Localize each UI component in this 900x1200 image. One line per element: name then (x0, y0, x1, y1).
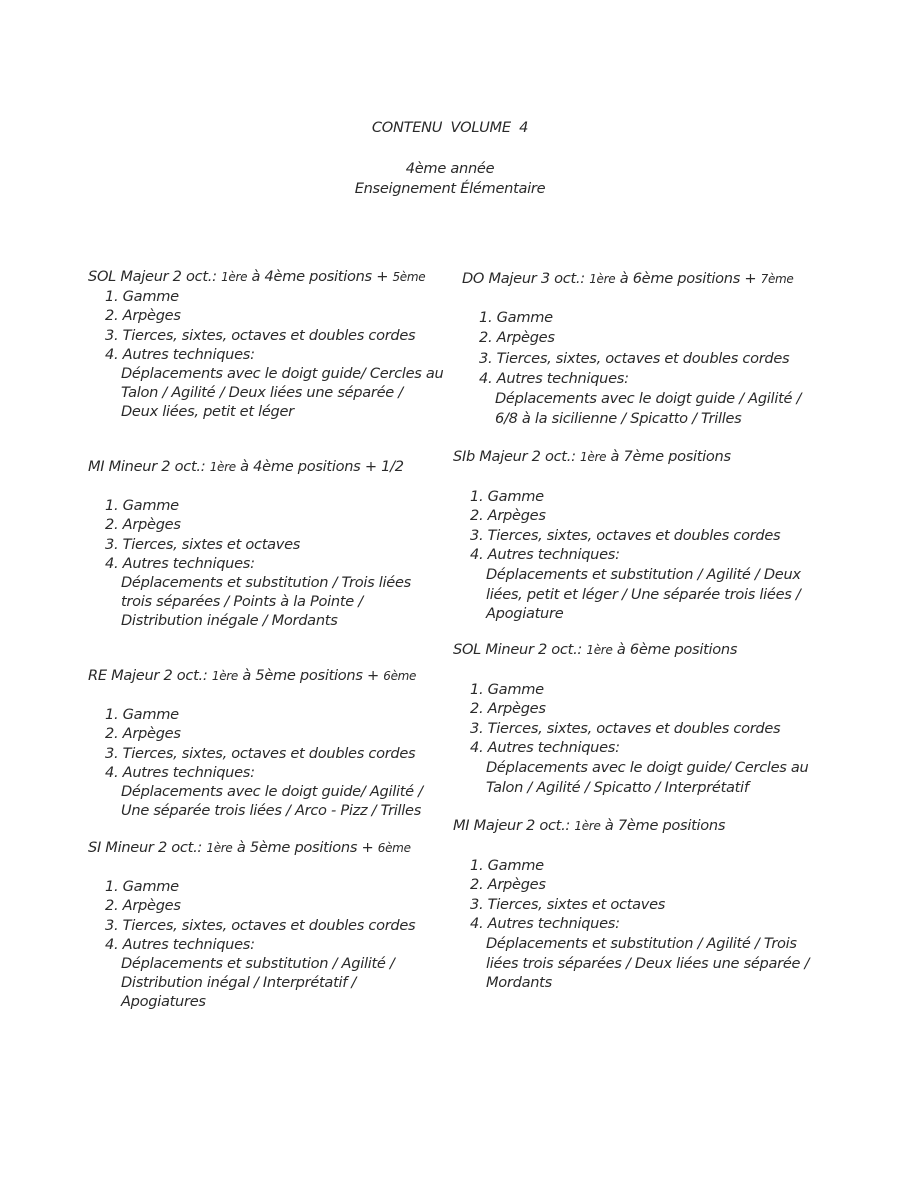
section-heading: RE Majeur 2 oct.: 1ère à 5ème positions + 6ème (88, 667, 417, 684)
section-heading: MI Mineur 2 oct.: 1ère à 4ème positions + 1/2 (88, 458, 404, 475)
page-title: CONTENU VOLUME 4 (371, 119, 529, 136)
list-item: 3. Tierces, sixtes et octaves (470, 895, 666, 913)
list-item: 2. Arpèges (105, 516, 181, 534)
section-heading: SI Mineur 2 oct.: 1ère à 5ème positions + 6ème (88, 839, 411, 856)
list-item: 1. Gamme (470, 487, 544, 505)
detail-line: liées, petit et léger / Une séparée trois liées / (486, 585, 801, 603)
list-item: 4. Autres techniques: (470, 546, 620, 564)
section-sib-majeur (453, 447, 823, 624)
section-heading: SOL Majeur 2 oct.: 1ère à 4ème positions + 5ème (88, 268, 426, 285)
list-item: 4. Autres techniques: (105, 763, 255, 781)
detail-line: trois séparées / Points à la Pointe / (121, 593, 363, 611)
detail-line: Mordants (486, 974, 552, 992)
section-sol-mineur (453, 640, 823, 797)
list-item: 1. Gamme (470, 680, 544, 698)
list-item: 4. Autres techniques: (470, 915, 620, 933)
detail-line: Distribution inégale / Mordants (121, 612, 338, 630)
list-item: 3. Tierces, sixtes, octaves et doubles cordes (470, 719, 781, 737)
section-heading: SOL Mineur 2 oct.: 1ère à 6ème positions (453, 641, 738, 658)
list-item: 3. Tierces, sixtes, octaves et doubles cordes (105, 326, 416, 344)
detail-line: Deux liées, petit et léger (121, 403, 294, 421)
detail-line: Déplacements et substitution / Agilité / Trois (486, 934, 797, 952)
section-si-mineur (88, 838, 448, 1012)
detail-line: Distribution inégal / Interprétatif / (121, 974, 357, 992)
detail-line: Talon / Agilité / Spicatto / Interprétatif (486, 778, 749, 796)
list-item: 4. Autres techniques: (479, 369, 629, 387)
section-re-majeur (88, 666, 448, 820)
list-item: 1. Gamme (105, 497, 179, 515)
detail-line: 6/8 à la sicilienne / Spicatto / Trilles (495, 410, 742, 428)
list-item: 1. Gamme (470, 856, 544, 874)
section-heading: MI Majeur 2 oct.: 1ère à 7ème positions (453, 817, 726, 834)
list-item: 1. Gamme (105, 706, 179, 724)
list-item: 1. Gamme (105, 288, 179, 306)
list-item: 2. Arpèges (479, 329, 555, 347)
detail-line: Déplacements avec le doigt guide/ Cercles au (486, 758, 809, 776)
list-item: 2. Arpèges (470, 700, 546, 718)
detail-line: Déplacements et substitution / Agilité / (121, 955, 395, 973)
list-item: 3. Tierces, sixtes, octaves et doubles cordes (479, 349, 790, 367)
list-item: 2. Arpèges (470, 876, 546, 894)
detail-line: Déplacements et substitution / Trois liées (121, 574, 411, 592)
section-do-majeur (462, 269, 822, 429)
section-heading: DO Majeur 3 oct.: 1ère à 6ème positions + 7ème (462, 270, 794, 287)
section-mi-mineur (88, 457, 428, 631)
detail-line: Apogiatures (121, 993, 206, 1011)
detail-line: liées trois séparées / Deux liées une séparée / (486, 954, 810, 972)
section-heading: SIb Majeur 2 oct.: 1ère à 7ème positions (453, 448, 731, 465)
subtitle-year: 4ème année (405, 160, 495, 177)
detail-line: Déplacements avec le doigt guide / Agilité / (495, 390, 802, 408)
list-item: 3. Tierces, sixtes, octaves et doubles cordes (105, 916, 416, 934)
detail-line: Déplacements avec le doigt guide/ Cercles au (121, 365, 444, 383)
list-item: 4. Autres techniques: (105, 345, 255, 363)
list-item: 4. Autres techniques: (105, 554, 255, 572)
detail-line: Déplacements et substitution / Agilité / Deux (486, 565, 801, 583)
list-item: 1. Gamme (479, 309, 553, 327)
page-subtitle (0, 159, 900, 199)
subtitle-level: Enseignement Élémentaire (354, 180, 546, 197)
section-sol-majeur (88, 267, 448, 422)
list-item: 3. Tierces, sixtes, octaves et doubles cordes (470, 526, 781, 544)
section-mi-majeur (453, 816, 823, 993)
detail-line: Apogiature (486, 605, 564, 623)
list-item: 3. Tierces, sixtes et octaves (105, 535, 301, 553)
list-item: 4. Autres techniques: (470, 739, 620, 757)
detail-line: Déplacements avec le doigt guide/ Agilité / (121, 783, 423, 801)
list-item: 4. Autres techniques: (105, 935, 255, 953)
list-item: 2. Arpèges (105, 897, 181, 915)
detail-line: Une séparée trois liées / Arco - Pizz / Trilles (121, 802, 422, 820)
list-item: 1. Gamme (105, 878, 179, 896)
list-item: 2. Arpèges (105, 307, 181, 325)
detail-line: Talon / Agilité / Deux liées une séparée / (121, 384, 403, 402)
list-item: 3. Tierces, sixtes, octaves et doubles cordes (105, 744, 416, 762)
list-item: 2. Arpèges (470, 507, 546, 525)
list-item: 2. Arpèges (105, 725, 181, 743)
